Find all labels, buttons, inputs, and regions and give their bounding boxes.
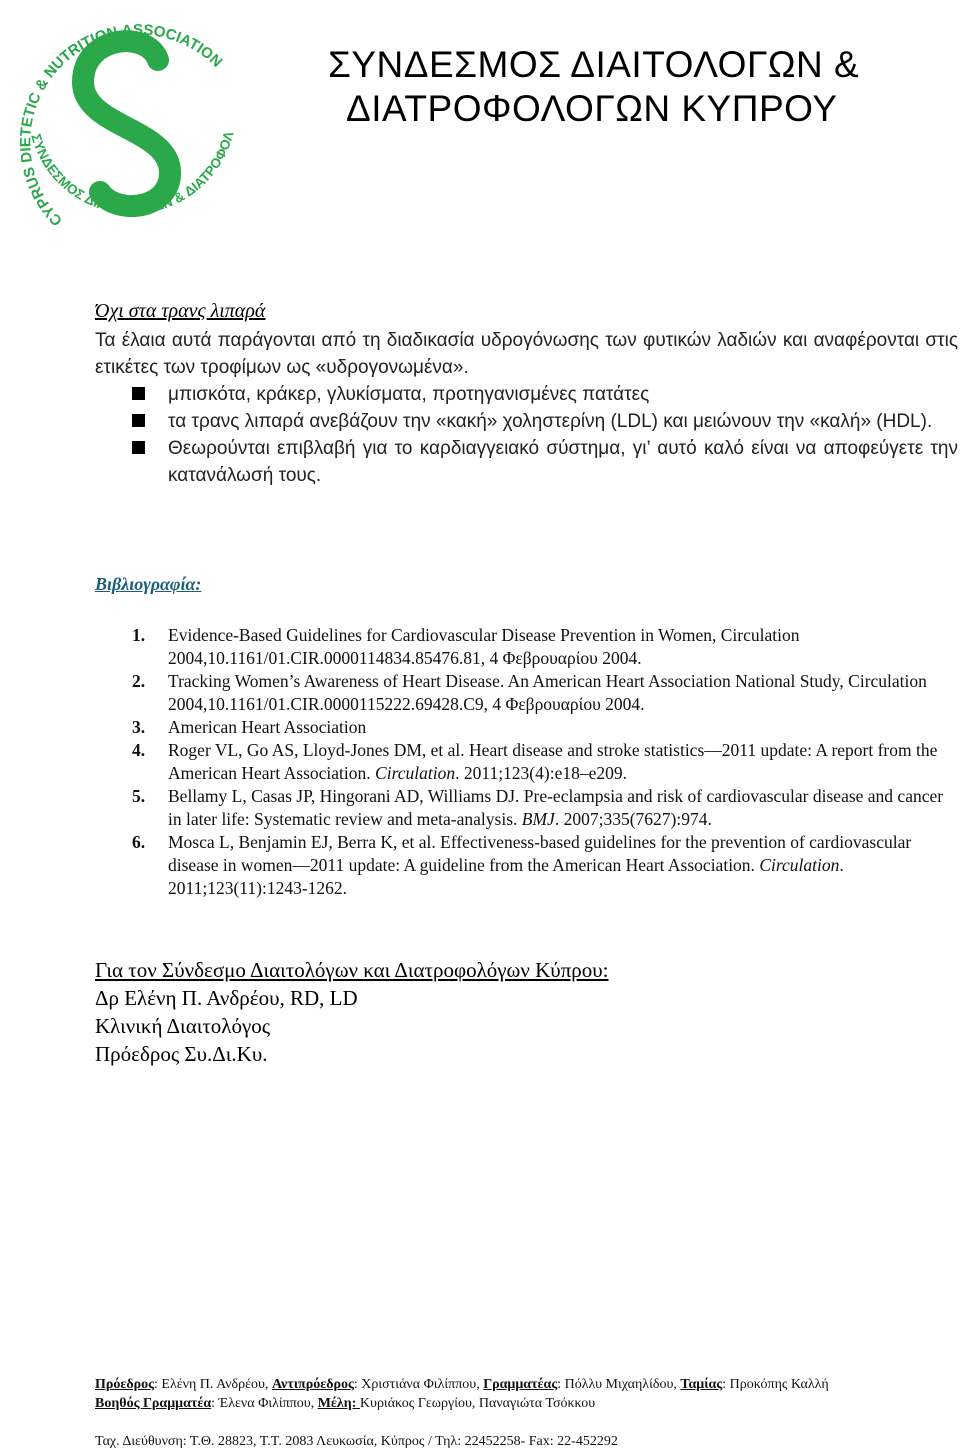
reference-citation: . 2011;123(11):1243-1262. bbox=[168, 855, 844, 898]
footer-address: Ταχ. Διεύθυνση: Τ.Θ. 28823, Τ.Τ. 2083 Λευκωσία, Κύπρος / Τηλ: 22452258- Fax: 22-452292 bbox=[95, 1434, 618, 1449]
logo-emblem-icon bbox=[8, 10, 256, 250]
footer-value: Κυριάκος Γεωργίου, Παναγιώτα Τσόκκου bbox=[359, 1396, 596, 1411]
reference-item bbox=[132, 831, 952, 900]
reference-text: Tracking Women’s Awareness of Heart Disease. An American Heart Association National Study, Circulation 2004,10.1161/01.CIR.0000115222.69428.C9, 4 Φεβρουαρίου 2004. bbox=[168, 671, 927, 714]
page-title-line-2: ΔΙΑΤΡΟΦΟΛΟΓΩΝ ΚΥΠΡΟΥ bbox=[346, 88, 838, 129]
square-bullet-icon bbox=[132, 441, 145, 454]
bullet-item bbox=[132, 408, 958, 435]
reference-text: Bellamy L, Casas JP, Hingorani AD, Williams DJ. Pre-eclampsia and risk of cardiovascular disease and cancer in later life: Systematic review and meta-analysis. bbox=[168, 786, 944, 829]
reference-citation: . 2007;335(7627):974. bbox=[554, 809, 712, 829]
signature-name: Δρ Ελένη Π. Ανδρέου, RD, LD bbox=[95, 986, 358, 1010]
footer-value: : Ελένη Π. Ανδρέου, bbox=[154, 1377, 272, 1392]
bullet-list bbox=[132, 381, 958, 489]
reference-list bbox=[132, 624, 952, 900]
section-heading: Όχι στα τρανς λιπαρά bbox=[95, 300, 266, 322]
signature-role: Κλινική Διαιτολόγος bbox=[95, 1014, 271, 1038]
bullet-item bbox=[132, 435, 958, 489]
footer-label: Μέλη: bbox=[317, 1396, 360, 1411]
footer-label: Ταμίας bbox=[680, 1377, 723, 1392]
bullet-text: τα τρανς λιπαρά ανεβάζουν την «κακή» χοληστερίνη (LDL) και μειώνουν την «καλή» (HDL). bbox=[168, 411, 933, 432]
signature-on-behalf: Για τον Σύνδεσμο Διαιτολόγων και Διατροφολόγων Κύπρου: bbox=[95, 958, 609, 982]
reference-text: Roger VL, Go AS, Lloyd-Jones DM, et al. Heart disease and stroke statistics—2011 update: A report from the American Heart Association. bbox=[168, 740, 938, 783]
reference-text: Mosca L, Benjamin EJ, Berra K, et al. Effectiveness-based guidelines for the prevention of cardiovascular disease in women—2011 update: A guideline from the American Heart Association. bbox=[168, 832, 912, 875]
reference-number: 2. bbox=[132, 671, 146, 691]
page-title-line-1: ΣΥΝΔΕΣΜΟΣ ΔΙΑΙΤΟΛΟΓΩΝ & bbox=[328, 44, 860, 85]
bibliography-heading: Βιβλιογραφία: bbox=[95, 574, 202, 594]
reference-number: 4. bbox=[132, 740, 146, 760]
reference-text: American Heart Association bbox=[168, 717, 367, 737]
logo-outer-text: CYPRUS DIETETIC & NUTRITION ASSOCIATION bbox=[17, 21, 226, 230]
reference-text: Evidence-Based Guidelines for Cardiovascular Disease Prevention in Women, Circulation 2004,10.1161/01.CIR.0000114834.85476.81, 4 Φεβρουαρίου 2004. bbox=[168, 625, 800, 668]
footer-label: Πρόεδρος bbox=[95, 1377, 155, 1392]
section-paragraph: Τα έλαια αυτά παράγονται από τη διαδικασία υδρογόνωσης των φυτικών λαδιών και αναφέρονται στις ετικέτες των τροφίμων ως «υδρογονωμένα». bbox=[95, 330, 958, 378]
reference-item bbox=[132, 739, 952, 785]
reference-number: 1. bbox=[132, 625, 146, 645]
reference-journal: Circulation bbox=[375, 763, 456, 783]
logo-inner-text: ΣΥΝΔΕΣΜΟΣ ΔΙΑΙΤΟΛΟΓΩΝ & ΔΙΑΤΡΟΦΟΛ bbox=[28, 130, 237, 217]
square-bullet-icon bbox=[132, 387, 145, 400]
reference-number: 3. bbox=[132, 717, 146, 737]
footer-value: : Χριστιάνα Φιλίππου, bbox=[353, 1377, 484, 1392]
reference-number: 6. bbox=[132, 832, 146, 852]
footer-value: : Πόλλυ Μιχαηλίδου, bbox=[557, 1377, 681, 1392]
logo-s-mark bbox=[83, 41, 170, 206]
reference-number: 5. bbox=[132, 786, 146, 806]
footer-label: Γραμματέας bbox=[483, 1377, 558, 1392]
reference-journal: Circulation bbox=[759, 855, 840, 875]
footer-value: : Προκόπης Καλλή bbox=[722, 1377, 829, 1392]
signature-block bbox=[95, 956, 609, 1068]
bullet-text: Θεωρούνται επιβλαβή για το καρδιαγγειακό σύστημα, γι’ αυτό καλό είναι να αποφεύγετε την κατανάλωσή τους. bbox=[168, 438, 958, 486]
reference-item bbox=[132, 624, 952, 670]
association-logo bbox=[8, 10, 256, 250]
reference-citation: . 2011;123(4):e18–e209. bbox=[455, 763, 627, 783]
signature-position: Πρόεδρος Συ.Δι.Κυ. bbox=[95, 1042, 268, 1066]
footer-label: Βοηθός Γραμματέα bbox=[95, 1396, 212, 1411]
footer-label: Αντιπρόεδρος bbox=[271, 1377, 354, 1392]
footer-board-line-1 bbox=[95, 1376, 829, 1394]
footer-board-line-2 bbox=[95, 1395, 595, 1413]
bullet-text: μπισκότα, κράκερ, γλυκίσματα, προτηγανισμένες πατάτες bbox=[168, 384, 650, 405]
square-bullet-icon bbox=[132, 414, 145, 427]
reference-item bbox=[132, 785, 952, 831]
reference-item bbox=[132, 670, 952, 716]
footer-value: : Έλενα Φιλίππου, bbox=[211, 1396, 318, 1411]
reference-journal: BMJ bbox=[521, 809, 555, 829]
bullet-item bbox=[132, 381, 958, 408]
reference-item bbox=[132, 716, 952, 739]
